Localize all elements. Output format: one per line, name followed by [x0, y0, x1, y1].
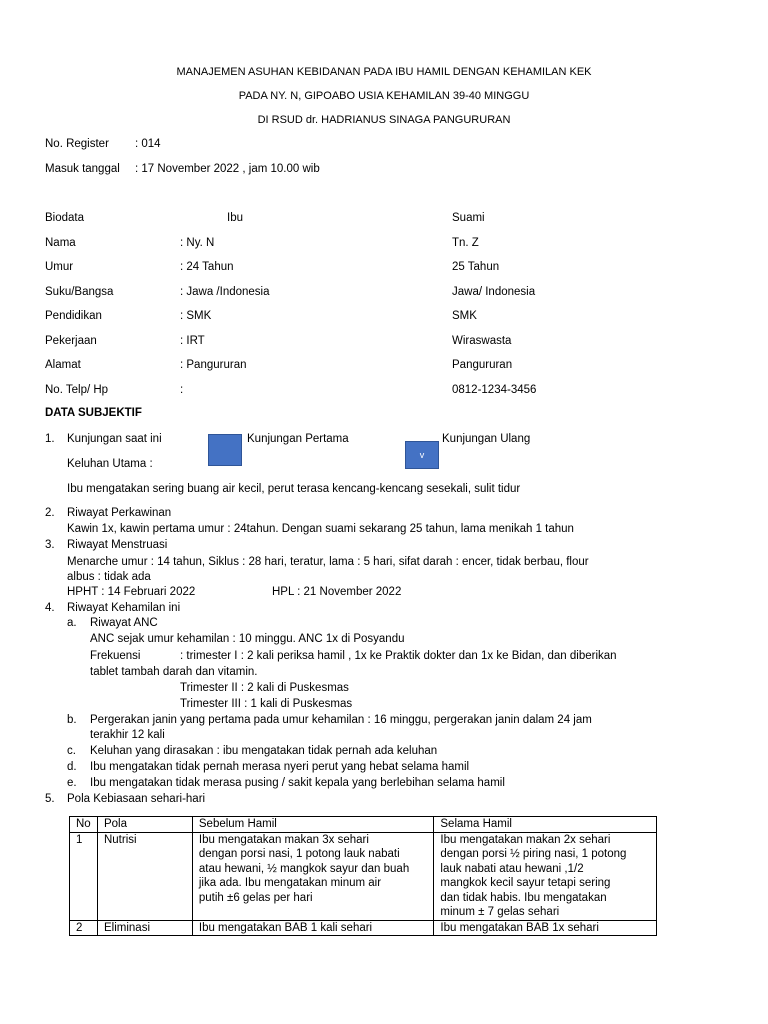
table-header-cell: No [70, 817, 98, 833]
table-cell: Nutrisi [97, 832, 192, 920]
frekuensi-label: Frekuensi [90, 650, 141, 662]
kunjungan-pertama-checkbox[interactable] [208, 434, 242, 466]
biodata-row-label: Umur [45, 261, 74, 273]
title-line-3: DI RSUD dr. HADRIANUS SINAGA PANGURURAN [257, 114, 511, 126]
register-value: : 014 [135, 138, 161, 150]
biodata-row-label: Pekerjaan [45, 335, 97, 347]
item-number: 5. [45, 793, 55, 805]
biodata-ibu-header: Ibu [227, 212, 243, 224]
table-cell: Ibu mengatakan makan 3x sehari dengan porsi nasi, 1 potong lauk nabati atau hewani, ½ mangkok sayur dan buah jika ada. Ibu mengatakan minum air putih ±6 gelas per hari [192, 832, 434, 920]
biodata-row-suami: Tn. Z [452, 237, 479, 249]
sub-item-letter: a. [67, 617, 77, 629]
item-number: 1. [45, 433, 55, 445]
biodata-label: Biodata [45, 212, 85, 224]
pergerakan-janin-text-line2: terakhir 12 kali [90, 729, 165, 741]
pergerakan-janin-text: Pergerakan janin yang pertama pada umur kehamilan : 16 minggu, pergerakan janin dalam 24 jam [90, 714, 592, 726]
biodata-row-ibu: : Pangururan [180, 359, 247, 371]
sub-item-letter: d. [67, 761, 77, 773]
pola-kebiasaan-title: Pola Kebiasaan sehari-hari [67, 793, 206, 805]
item-number: 3. [45, 539, 55, 551]
biodata-row-ibu: : IRT [180, 335, 205, 347]
biodata-row-ibu: : [180, 384, 184, 396]
table-header-cell: Selama Hamil [434, 817, 657, 833]
hpl-text: HPL : 21 November 2022 [272, 586, 402, 598]
hpht-text: HPHT : 14 Februari 2022 [67, 586, 196, 598]
table-cell: Ibu mengatakan makan 2x sehari dengan porsi ½ piring nasi, 1 potong lauk nabati atau hewani ,1/2 mangkok kecil sayur tetapi sering dan tidak habis. Ibu mengatakan minum ± 7 gelas sehari [434, 832, 657, 920]
riwayat-perkawinan-title: Riwayat Perkawinan [67, 507, 172, 519]
biodata-row-ibu: : Ny. N [180, 237, 215, 249]
table-row [70, 920, 657, 936]
sub-item-letter: b. [67, 714, 77, 726]
table-cell: 1 [70, 832, 98, 920]
sub-item-letter: e. [67, 777, 77, 789]
sub-item-letter: c. [67, 745, 76, 757]
menstruasi-text-line1: Menarche umur : 14 tahun, Siklus : 28 hari, teratur, lama : 5 hari, sifat darah : encer, tidak berbau, flour [67, 556, 589, 568]
biodata-row-label: Pendidikan [45, 310, 102, 322]
nyeri-perut-text: Ibu mengatakan tidak pernah merasa nyeri perut yang hebat selama hamil [90, 761, 470, 773]
masuk-tanggal-value: : 17 November 2022 , jam 10.00 wib [135, 163, 320, 175]
title-line-1: MANAJEMEN ASUHAN KEBIDANAN PADA IBU HAMIL DENGAN KEHAMILAN KEK [176, 66, 592, 78]
riwayat-kehamilan-title: Riwayat Kehamilan ini [67, 602, 181, 614]
frekuensi-text: : trimester I : 2 kali periksa hamil , 1x ke Praktik dokter dan 1x ke Bidan, dan diberikan [180, 650, 617, 662]
biodata-row-suami: Pangururan [452, 359, 513, 371]
biodata-suami-header: Suami [452, 212, 485, 224]
trimester-3-text: Trimester III : 1 kali di Puskesmas [180, 698, 353, 710]
table-header-row [70, 817, 657, 833]
table-cell: 2 [70, 920, 98, 936]
anc-text: ANC sejak umur kehamilan : 10 minggu. ANC 1x di Posyandu [90, 633, 405, 645]
biodata-row-ibu: : SMK [180, 310, 212, 322]
check-mark-icon: v [419, 450, 425, 460]
menstruasi-text-line2: albus : tidak ada [67, 571, 151, 583]
kunjungan-pertama-label: Kunjungan Pertama [247, 433, 349, 445]
riwayat-perkawinan-text: Kawin 1x, kawin pertama umur : 24tahun. Dengan suami sekarang 25 tahun, lama menikah 1 tahun [67, 523, 574, 535]
kunjungan-label: Kunjungan saat ini [67, 433, 162, 445]
biodata-row-suami: Wiraswasta [452, 335, 512, 347]
pusing-text: Ibu mengatakan tidak merasa pusing / sakit kepala yang berlebihan selama hamil [90, 777, 505, 789]
biodata-row-suami: 25 Tahun [452, 261, 500, 273]
riwayat-menstruasi-title: Riwayat Menstruasi [67, 539, 168, 551]
item-number: 2. [45, 507, 55, 519]
table-cell: Ibu mengatakan BAB 1x sehari [434, 920, 657, 936]
table-header-cell: Pola [97, 817, 192, 833]
biodata-row-ibu: : 24 Tahun [180, 261, 234, 273]
table-row [70, 832, 657, 920]
data-subjektif-heading: DATA SUBJEKTIF [45, 407, 142, 419]
keluhan-dirasakan-text: Keluhan yang dirasakan : ibu mengatakan tidak pernah ada keluhan [90, 745, 438, 757]
biodata-row-suami: Jawa/ Indonesia [452, 286, 536, 298]
title-line-2: PADA NY. N, GIPOABO USIA KEHAMILAN 39-40 MINGGU [238, 90, 530, 102]
kunjungan-ulang-label: Kunjungan Ulang [442, 433, 531, 445]
riwayat-anc-title: Riwayat ANC [90, 617, 158, 629]
item-number: 4. [45, 602, 55, 614]
biodata-row-ibu: : Jawa /Indonesia [180, 286, 270, 298]
masuk-tanggal-label: Masuk tanggal [45, 163, 120, 175]
table-cell: Ibu mengatakan BAB 1 kali sehari [192, 920, 434, 936]
frekuensi-text-line2: tablet tambah darah dan vitamin. [90, 666, 258, 678]
kunjungan-ulang-checkbox[interactable] [405, 441, 439, 469]
biodata-row-label: Alamat [45, 359, 81, 371]
trimester-2-text: Trimester II : 2 kali di Puskesmas [180, 682, 349, 694]
keluhan-utama-text: Ibu mengatakan sering buang air kecil, perut terasa kencang-kencang sesekali, sulit tidur [67, 483, 521, 495]
biodata-row-label: Nama [45, 237, 76, 249]
keluhan-utama-label: Keluhan Utama : [67, 458, 153, 470]
table-cell: Eliminasi [97, 920, 192, 936]
pola-kebiasaan-table [69, 816, 657, 936]
table-header-cell: Sebelum Hamil [192, 817, 434, 833]
biodata-row-label: No. Telp/ Hp [45, 384, 109, 396]
register-label: No. Register [45, 138, 109, 150]
biodata-row-label: Suku/Bangsa [45, 286, 114, 298]
biodata-row-suami: 0812-1234-3456 [452, 384, 537, 396]
biodata-row-suami: SMK [452, 310, 477, 322]
